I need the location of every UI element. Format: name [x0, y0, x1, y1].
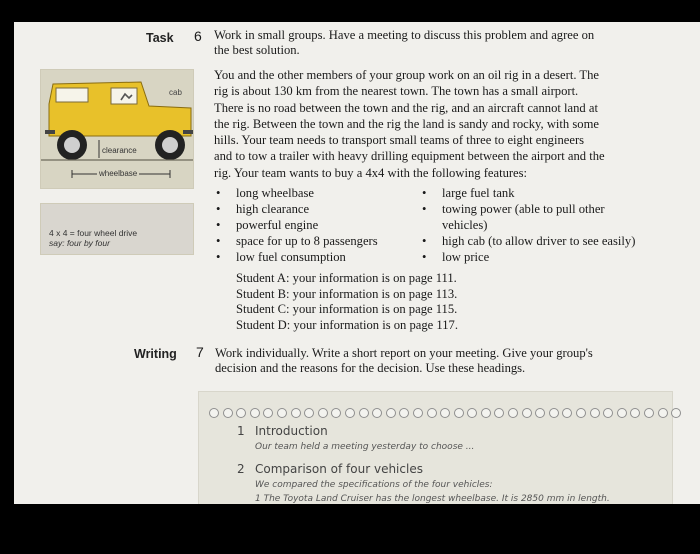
car-window [56, 88, 88, 102]
feature-item: • space for up to 8 passengers [236, 234, 378, 249]
notebook-rings [209, 403, 685, 422]
feature-item: • towing power (able to pull other [442, 202, 605, 217]
notebook-sample [198, 391, 673, 504]
student-line: Student A: your information is on page 111. [236, 271, 457, 285]
task-instruction-line: Work in small groups. Have a meeting to discuss this problem and agree on [214, 28, 595, 42]
glossary-term: 4 x 4 = four wheel drive [49, 228, 138, 238]
writing-number: 7 [196, 344, 204, 360]
writing-instruction [215, 346, 685, 376]
paragraph-line: rig is about 130 km from the nearest town. The town has a small airport. [214, 84, 579, 99]
vehicle-illustration [40, 69, 194, 189]
bumper [45, 130, 55, 134]
feature-item: • powerful engine [236, 218, 318, 233]
notebook-note: 1 The Toyota Land Cruiser has the longest wheelbase. It is 2850 mm in length. [255, 494, 610, 504]
feature-item: • high clearance [236, 202, 309, 217]
feature-item: • low price [442, 250, 489, 265]
task-paragraph [214, 67, 684, 181]
task-instruction-line: the best solution. [214, 43, 300, 57]
paragraph-line: and to tow a trailer with heavy drilling equipment between the airport and the [214, 149, 605, 164]
paragraph-line: rig. Your team wants to buy a 4x4 with the following features: [214, 165, 528, 180]
student-line: Student D: your information is on page 117. [236, 317, 458, 332]
paragraph-line: There is no road between the town and the rig, and an aircraft cannot land at [214, 100, 598, 115]
notebook-heading: Comparison of four vehicles [255, 462, 423, 476]
feature-item: • large fuel tank [442, 186, 515, 201]
paragraph-line: You and the other members of your group work on an oil rig in a desert. The [214, 68, 599, 82]
student-line: Student C: your information is on page 115. [236, 302, 458, 316]
writing-instruction-line: decision and the reasons for the decision. Use these headings. [215, 361, 526, 375]
task-number: 6 [194, 28, 202, 44]
paragraph-line: hills. Your team needs to transport small teams of three to eight engineers [214, 133, 585, 148]
heading-number: 1 [237, 424, 245, 438]
task-label: Task [146, 31, 174, 45]
feature-item: • low fuel consumption [236, 250, 346, 265]
feature-item-continued: vehicles) [442, 218, 488, 232]
task-instruction [214, 28, 684, 58]
paragraph-line: the rig. Between the town and the rig the land is sandy and rocky, with some [214, 116, 599, 131]
textbook-page [14, 22, 700, 504]
writing-label: Writing [134, 347, 177, 361]
glossary-say: say: four by four [49, 238, 110, 248]
clearance-label: clearance [102, 146, 137, 155]
notebook-note: Our team held a meeting yesterday to choose ... [255, 442, 475, 452]
writing-instruction-line: Work individually. Write a short report on your meeting. Give your group's [215, 346, 593, 360]
feature-item: • long wheelbase [236, 186, 314, 201]
student-line: Student B: your information is on page 113. [236, 286, 458, 301]
wheel-hub [162, 137, 178, 153]
glossary-box [40, 203, 194, 255]
cab-label: cab [169, 88, 182, 97]
wheel-hub [64, 137, 80, 153]
student-info [236, 271, 458, 333]
feature-item: • high cab (to allow driver to see easily) [442, 234, 635, 249]
heading-number: 2 [237, 462, 245, 476]
notebook-note: We compared the specifications of the four vehicles: [255, 480, 493, 490]
wheelbase-label: wheelbase [99, 169, 138, 178]
notebook-heading: Introduction [255, 424, 328, 438]
bumper [183, 130, 193, 134]
